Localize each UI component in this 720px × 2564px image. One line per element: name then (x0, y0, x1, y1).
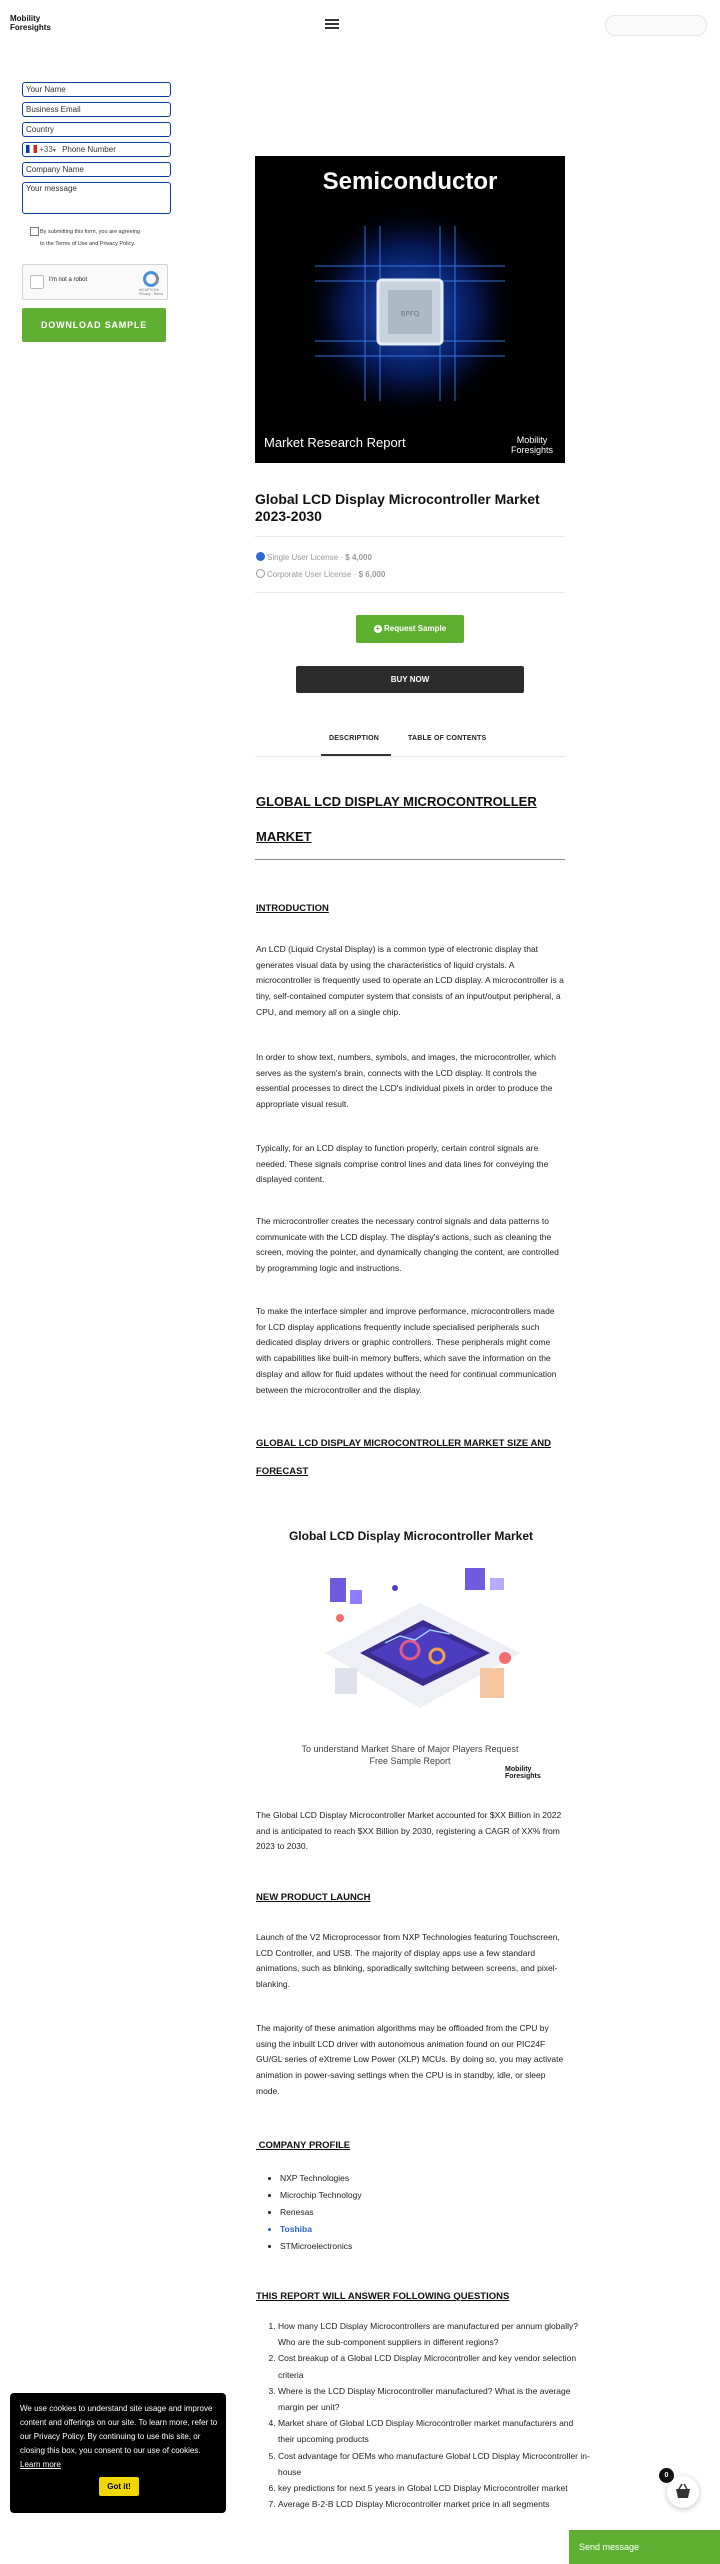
logo-line1: Mobility (10, 14, 41, 23)
cookie-message: We use cookies to understand site usage and improve content and offerings on our site. To learn more, refer to our Privacy Policy. By continuing to use this site, or closing this box, you consent to our use of cookies. Learn more (20, 2404, 218, 2469)
list-item: 2. Cost breakup of a Global LCD Display Microcontroller and key vendor selection criteria (278, 2350, 590, 2382)
phone-placeholder: Phone Number (62, 145, 116, 154)
search-input[interactable] (605, 15, 707, 36)
list-item: 5. Cost advantage for OEMs who manufacture Global LCD Display Microcontroller in-house (278, 2448, 590, 2480)
cookie-accept-button[interactable]: Got it! (99, 2477, 139, 2496)
consent-checkbox[interactable] (30, 227, 39, 236)
infographic-caption[interactable]: To understand Market Share of Major Players Request Free Sample Report (301, 1744, 519, 1766)
heading-rule (255, 859, 565, 860)
company-field[interactable]: Company Name (22, 162, 171, 177)
tab-table-of-contents[interactable]: TABLE OF CONTENTS (408, 735, 487, 742)
recaptcha-brand: reCAPTCHA Privacy - Terms (138, 288, 163, 296)
company-profile-heading: COMPANY PROFILE (256, 2140, 351, 2151)
radio-icon[interactable] (256, 569, 265, 578)
chip-illustration-icon (255, 156, 565, 463)
plus-circle-icon: + (375, 624, 381, 633)
intro-paragraph-4: The microcontroller creates the necessary control signals and data patterns to communicate with the LCD display. The display's actions, such as cleaning the screen, moving the pointer, and dynamically changing the content, are controlled by programming logic and instructions. (256, 1216, 559, 1274)
consent-text: By submitting this form, you are agreeing to the Terms of Use and Privacy Policy. (40, 229, 140, 247)
divider (255, 756, 565, 757)
market-size-paragraph: The Global LCD Display Microcontroller Market accounted for $XX Billion in 2022 and is anticipated to reach $XX Billion by 2030, registering a CAGR of XX% from 2023 to 2030. (256, 1810, 562, 1852)
radio-selected-icon[interactable] (256, 552, 265, 561)
list-item: 1. How many LCD Display Microcontrollers are manufactured per annum globally? Who are the sub-component suppliers in different regions? (278, 2318, 590, 2350)
cover-brand: Mobility Foresights (510, 435, 554, 455)
list-item: 4. Market share of Global LCD Display Microcontroller market manufacturers and their upcoming products (278, 2415, 590, 2447)
chip-text: BPFQ (400, 310, 420, 318)
cart-button[interactable] (664, 2472, 699, 2508)
intro-heading: INTRODUCTION (256, 903, 329, 914)
intro-paragraph-1: An LCD (Liquid Crystal Display) is a common type of electronic display that generates visual data by using the characteristics of liquid crystals. A microcontroller is frequently used to operate an LCD display. A microcontroller is a tiny, self-contained computer system that consists of an input/output peripheral, a CPU, and memory all on a single chip. (256, 944, 564, 1017)
list-item: • NXP Technologies (280, 2170, 590, 2187)
name-field[interactable]: Your Name (22, 82, 171, 97)
list-item: • Microchip Technology (280, 2187, 590, 2204)
cover-title: Semiconductor (322, 168, 498, 195)
download-sample-button[interactable]: DOWNLOAD SAMPLE (22, 308, 166, 342)
list-item: • Renesas (280, 2204, 590, 2221)
questions-heading: THIS REPORT WILL ANSWER FOLLOWING QUESTIONS (256, 2291, 510, 2302)
menu-icon[interactable] (325, 19, 339, 29)
divider (255, 536, 565, 537)
france-flag-icon[interactable] (26, 145, 37, 153)
product-title: Global LCD Display Microcontroller Market 2023-2030 (255, 491, 540, 524)
size-forecast-heading: GLOBAL LCD DISPLAY MICROCONTROLLER MARKET SIZE AND FORECAST (256, 1438, 552, 1477)
market-infographic-illustration (305, 1558, 535, 1738)
cart-count-badge: 0 (659, 2468, 674, 2483)
phone-code[interactable]: +33 (39, 145, 53, 154)
questions-list (256, 2318, 590, 2512)
chevron-down-icon[interactable]: ▾ (52, 148, 56, 154)
message-field[interactable]: Your message (22, 182, 171, 214)
intro-paragraph-3: Typically, for an LCD display to function properly, certain control signals are needed. These signals comprise control lines and data lines for conveying the displayed content. (256, 1143, 549, 1185)
list-item: • STMicroelectronics (280, 2238, 590, 2255)
company-list (256, 2170, 590, 2255)
tab-description[interactable]: DESCRIPTION (329, 735, 380, 742)
recaptcha-label: I'm not a robot (49, 277, 88, 283)
list-item: 3. Where is the LCD Display Microcontroller manufactured? What is the average margin per unit? (278, 2383, 590, 2415)
cookie-banner (10, 2393, 226, 2513)
company-link-toshiba[interactable]: • Toshiba (280, 2221, 590, 2238)
logo-line2: Foresights (10, 23, 51, 32)
phone-field[interactable] (22, 142, 171, 157)
list-item: 6. key predictions for next 5 years in Global LCD Display Microcontroller market (278, 2480, 590, 2496)
product-cover-image (255, 156, 565, 463)
launch-paragraph-1: Launch of the V2 Microprocessor from NXP Technologies featuring Touchscreen, LCD Controller, and USB. The majority of display apps use a few standard animations, such as blinking, sporadically switching between screens, and pixel-blanking. (256, 1932, 560, 1990)
main-heading: GLOBAL LCD DISPLAY MICROCONTROLLER MARKET (256, 794, 537, 844)
intro-paragraph-5: To make the interface simpler and improve performance, microcontrollers made for LCD display applications frequently include specialised peripherals such dedicated display drivers or graphic controllers. These peripherals might come with capabilities like built-in memory buffers, which save the information on the display and allow for fluid updates without the need for continual communication between the microcontroller and the display. (256, 1306, 557, 1395)
recaptcha-checkbox[interactable] (30, 275, 44, 289)
license-option-single[interactable]: Single User License · $ 4,000 (256, 552, 372, 562)
buy-now-button[interactable]: BUY NOW (296, 666, 524, 693)
infographic-title: Global LCD Display Microcontroller Market (288, 1529, 534, 1543)
cover-subtitle: Market Research Report (264, 435, 406, 450)
intro-paragraph-2: In order to show text, numbers, symbols, and images, the microcontroller, which serves as the system's brain, connects with the LCD display. It controls the essential processes to direct the LCD's individual pixels in order to produce the appropriate visual result. (256, 1052, 556, 1110)
launch-paragraph-2: The majority of these animation algorithms may be offloaded from the CPU by using the inbuilt LCD driver with autonomous animation found on our PIC24F GU/GL series of eXtreme Low Power (XLP) MCUs. By doing so, you may activate animation in power-saving settings when the CPU is in standby, idle, or sleep mode. (256, 2023, 564, 2096)
send-message-chat-button[interactable]: Send message (569, 2530, 720, 2564)
learn-more-link[interactable]: Learn more (20, 2460, 61, 2469)
divider (255, 592, 565, 593)
site-logo[interactable] (10, 14, 70, 40)
request-sample-button[interactable]: + Request Sample (356, 615, 464, 643)
product-launch-heading: NEW PRODUCT LAUNCH (256, 1892, 371, 1903)
email-field[interactable]: Business Email (22, 102, 171, 117)
recaptcha-icon (143, 271, 159, 287)
list-item: 7. Average B-2-B LCD Display Microcontroller market price in all segments (278, 2496, 590, 2512)
infographic-brand: Mobility Foresights (505, 1766, 541, 1780)
license-option-corporate[interactable]: Corporate User License · $ 6,000 (256, 569, 385, 579)
country-field[interactable]: Country (22, 122, 171, 137)
recaptcha-widget[interactable] (22, 264, 168, 300)
